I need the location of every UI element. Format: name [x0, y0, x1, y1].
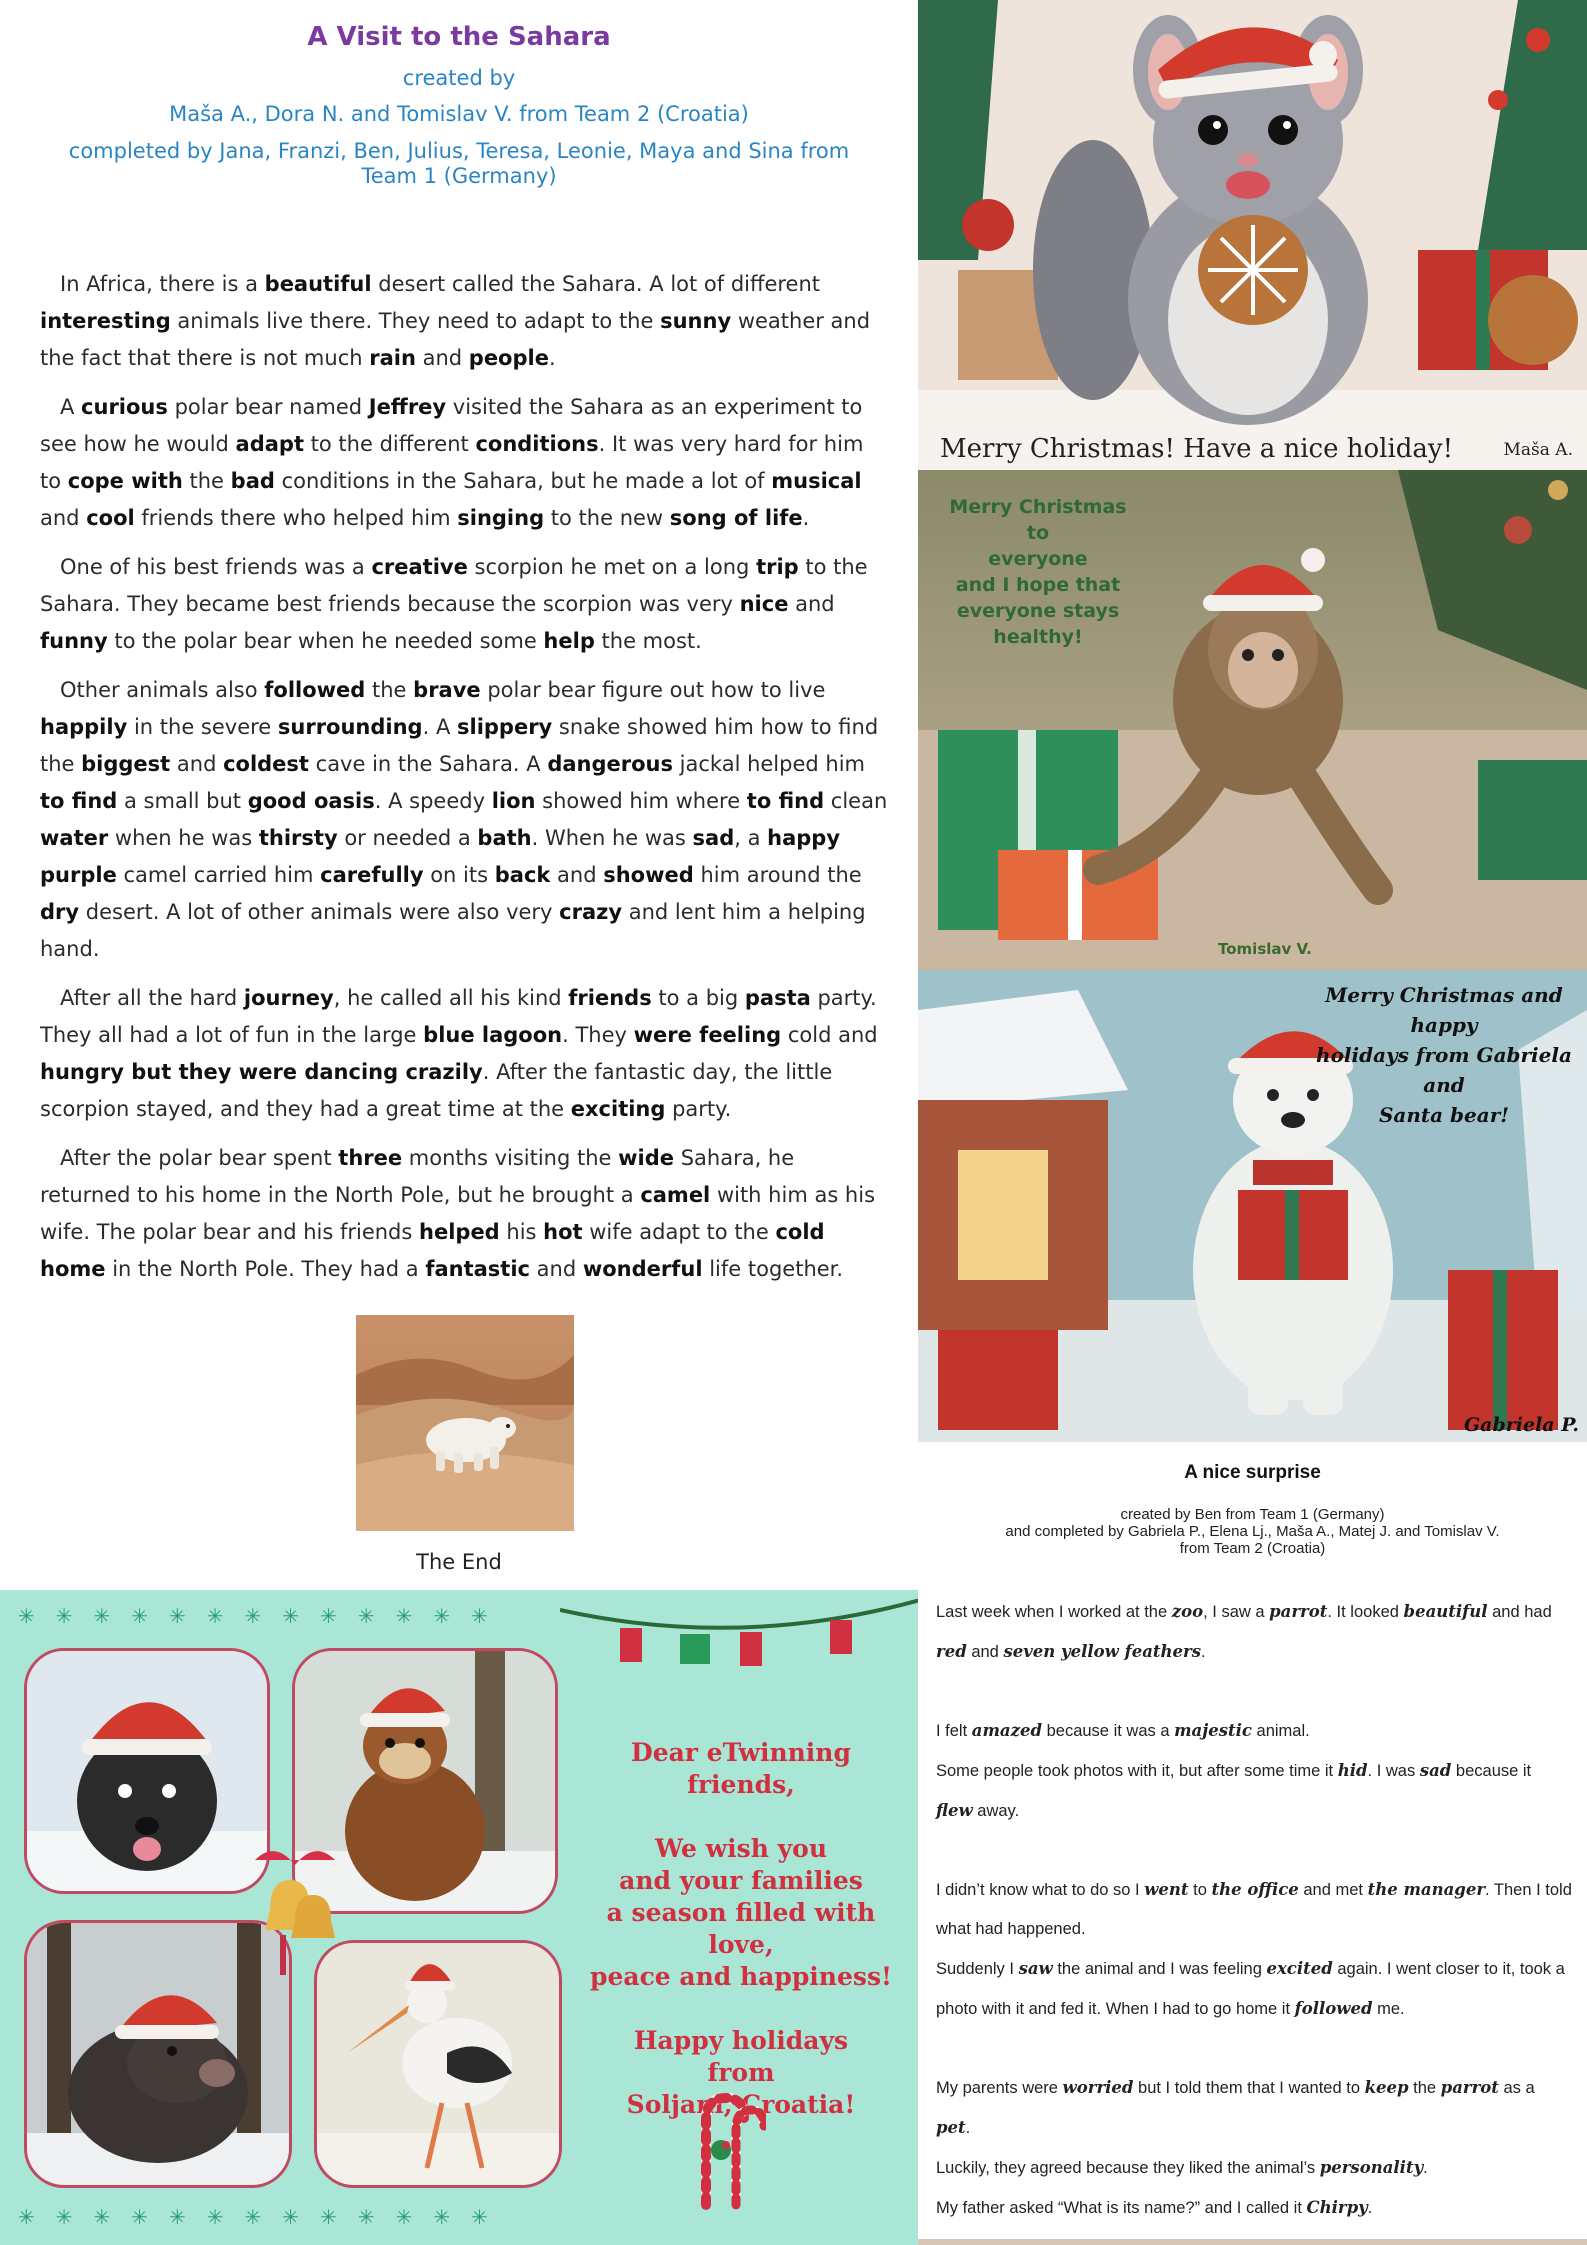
card-message-line: Santa bear!	[1378, 1103, 1510, 1127]
emphasis-word: song of life	[669, 506, 803, 530]
emphasis-word: showed	[603, 863, 694, 887]
christmas-card-chinchilla	[918, 0, 1587, 470]
card-message: Merry Christmas! Have a nice holiday!	[940, 434, 1454, 464]
emphasis-word: bad	[230, 469, 275, 493]
story-sahara	[0, 0, 918, 1590]
emphasis-word: coldest	[223, 752, 309, 776]
card-signature: Tomislav V.	[1218, 940, 1312, 958]
card-message	[938, 494, 1138, 650]
card-message-line: everyone	[988, 548, 1088, 570]
story-credit	[938, 1506, 1567, 1557]
story-body	[936, 1592, 1572, 2228]
emphasis-word: hid	[1337, 1761, 1368, 1780]
emphasis-word: surrounding	[277, 715, 423, 739]
candy-cane-icon	[676, 2090, 766, 2210]
greeting-message	[588, 1737, 894, 2121]
story-paragraph: Suddenly I saw the animal and I was feeling excited again. I went closer to it, took a photo with it and fed it. When I had to go home it followed me.	[936, 1959, 1565, 2018]
emphasis-word: funny	[40, 629, 108, 653]
card-message	[1309, 980, 1579, 1130]
emphasis-word: flew	[936, 1801, 973, 1820]
emphasis-word: to find	[40, 789, 118, 813]
story-paragraph: My parents were worried but I told them that I wanted to keep the parrot as a pet.	[936, 2078, 1535, 2137]
emphasis-word: hot	[543, 1220, 583, 1244]
emphasis-word: biggest	[81, 752, 171, 776]
emphasis-word: beautiful	[1403, 1602, 1488, 1621]
emphasis-word: pasta	[744, 986, 811, 1010]
emphasis-word: Chirpy	[1306, 2198, 1368, 2217]
emphasis-word: helped	[419, 1220, 500, 1244]
story-paragraph: Last week when I worked at the zoo, I saw a parrot. It looked beautiful and had red and seven yellow feathers.	[936, 1602, 1552, 1661]
emphasis-word: thirsty	[258, 826, 338, 850]
story-paragraph: Luckily, they agreed because they liked the animal’s personality.	[936, 2158, 1428, 2177]
story-completed-by: completed by Jana, Franzi, Ben, Julius, Teresa, Leonie, Maya and Sina from Team 1 (Germany)	[68, 139, 850, 188]
emphasis-word: cool	[86, 506, 135, 530]
snowflake-border-top: ✳✳✳✳✳✳✳✳✳✳✳✳✳	[18, 1604, 509, 1628]
emphasis-word: sad	[692, 826, 735, 850]
emphasis-word: nice	[739, 592, 789, 616]
emphasis-word: happy purple	[40, 826, 841, 887]
emphasis-word: to find	[746, 789, 825, 813]
emphasis-word: worried	[1062, 2078, 1134, 2097]
story-title: A nice surprise	[1184, 1462, 1321, 1483]
emphasis-word: people	[468, 346, 549, 370]
the-end-caption: The End	[416, 1550, 502, 1574]
emphasis-word: adapt	[235, 432, 304, 456]
story-paragraph: One of his best friends was a creative scorpion he met on a long trip to the Sahara. They became best friends because the scorpion was very nice and funny to the polar bear when he needed some help the most.	[40, 555, 868, 653]
card-message-line: and I hope that	[955, 574, 1121, 596]
emphasis-word: blue lagoon	[423, 1023, 563, 1047]
greeting-line: Happy holidays	[633, 2026, 849, 2055]
emphasis-word: brave	[413, 678, 481, 702]
emphasis-word: curious	[81, 395, 168, 419]
bells-icon	[235, 1840, 355, 1980]
emphasis-word: three	[338, 1146, 403, 1170]
emphasis-word: the office	[1211, 1880, 1299, 1899]
emphasis-word: parrot	[1440, 2078, 1499, 2097]
story-paragraph: I felt amazed because it was a majestic animal.	[936, 1721, 1310, 1740]
card-signature: Maša A.	[1503, 440, 1573, 460]
card-message-line: Merry Christmas and happy	[1325, 983, 1563, 1037]
credit-line: and completed by Gabriela P., Elena Lj., Maša A., Matej J. and Tomislav V.	[1005, 1523, 1500, 1540]
emphasis-word: pet	[936, 2118, 966, 2137]
card-message-line: Merry Christmas to	[949, 496, 1127, 544]
emphasis-word: wonderful	[582, 1257, 703, 1281]
greeting-line: Dear eTwinning friends,	[631, 1738, 851, 1799]
emphasis-word: keep	[1364, 2078, 1409, 2097]
emphasis-word: saw	[1018, 1959, 1053, 1978]
emphasis-word: Jeffrey	[368, 395, 447, 419]
story-body	[40, 266, 890, 1300]
emphasis-word: zoo	[1171, 1602, 1204, 1621]
chinchilla-icon	[918, 0, 1587, 470]
emphasis-word: friends	[568, 986, 652, 1010]
emphasis-word: bath	[477, 826, 532, 850]
emphasis-word: singing	[457, 506, 545, 530]
snowflake-border-bottom: ✳✳✳✳✳✳✳✳✳✳✳✳✳	[18, 2205, 509, 2229]
emphasis-word: water	[40, 826, 109, 850]
greeting-line: from	[707, 2058, 775, 2087]
story-nice-surprise	[918, 1442, 1587, 2245]
emphasis-word: the manager	[1367, 1880, 1486, 1899]
emphasis-word: hungry but they were dancing crazily	[40, 1060, 483, 1084]
emphasis-word: seven yellow feathers	[1003, 1642, 1202, 1661]
emphasis-word: wide	[618, 1146, 675, 1170]
christmas-card-polar-bear	[918, 970, 1587, 1442]
emphasis-word: parrot	[1269, 1602, 1328, 1621]
emphasis-word: fantastic	[425, 1257, 530, 1281]
emphasis-word: cold	[775, 1220, 825, 1244]
emphasis-word: lion	[491, 789, 536, 813]
story-paragraph: My father asked “What is its name?” and I called it Chirpy.	[936, 2198, 1373, 2217]
story-paragraph: I didn’t know what to do so I went to the office and met the manager. Then I told what had happened.	[936, 1880, 1572, 1938]
emphasis-word: went	[1144, 1880, 1189, 1899]
emphasis-word: excited	[1266, 1959, 1333, 1978]
emphasis-word: back	[494, 863, 551, 887]
story-paragraph: Other animals also followed the brave polar bear figure out how to live happily in the severe surrounding. A slippery snake showed him how to find the biggest and coldest cave in the Sahara. A dangerous jackal helped him to find a small but good oasis. A speedy lion showed him where to find clean water when he was thirsty or needed a bath. When he was sad, a happy purple camel carried him carefully on its back and showed him around the dry desert. A lot of other animals were also very crazy and lent him a helping hand.	[40, 678, 888, 961]
card-message-line: everyone stays	[956, 600, 1120, 622]
christmas-card-monkey	[918, 470, 1587, 970]
story-paragraph: After the polar bear spent three months visiting the wide Sahara, he returned to his home in the North Pole, but he brought a camel with him as his wife. The polar bear and his friends helped his hot wife adapt to the cold home in the North Pole. They had a fantastic and wonderful life together.	[40, 1146, 876, 1281]
story-title: A Visit to the Sahara	[307, 22, 611, 52]
card-message-line: holidays from Gabriela and	[1316, 1043, 1572, 1097]
emphasis-word: slippery	[457, 715, 553, 739]
greeting-line: and your families	[619, 1866, 863, 1895]
greeting-line: peace and happiness!	[589, 1962, 892, 1991]
greeting-line: a season filled with love,	[606, 1898, 876, 1959]
emphasis-word: interesting	[40, 309, 171, 333]
emphasis-word: good oasis	[247, 789, 375, 813]
emphasis-word: red	[936, 1642, 967, 1661]
emphasis-word: happily	[40, 715, 128, 739]
emphasis-word: majestic	[1174, 1721, 1252, 1740]
emphasis-word: exciting	[570, 1097, 666, 1121]
emphasis-word: home	[40, 1257, 106, 1281]
emphasis-word: followed	[264, 678, 366, 702]
story-created-by: created by	[402, 66, 516, 90]
story-paragraph: A curious polar bear named Jeffrey visited the Sahara as an experiment to see how he would adapt to the different conditions. It was very hard for him to cope with the bad conditions in the Sahara, but he made a lot of musical and cool friends there who helped him singing to the new song of life.	[40, 395, 864, 530]
card-signature: Gabriela P.	[1463, 1414, 1579, 1436]
greeting-line	[588, 1993, 894, 2025]
credit-line: created by Ben from Team 1 (Germany)	[1120, 1506, 1385, 1523]
emphasis-word: carefully	[320, 863, 424, 887]
emphasis-word: beautiful	[264, 272, 372, 296]
polar-bear-desert-image	[356, 1315, 574, 1531]
emphasis-word: were feeling	[633, 1023, 782, 1047]
story-authors: Maša A., Dora N. and Tomislav V. from Team 2 (Croatia)	[169, 102, 749, 126]
emphasis-word: rain	[369, 346, 416, 370]
emphasis-word: sad	[1419, 1761, 1452, 1780]
emphasis-word: personality	[1319, 2158, 1424, 2177]
greeting-line: Soljani, Croatia!	[626, 2090, 856, 2119]
greeting-line: We wish you	[655, 1834, 827, 1863]
emphasis-word: followed	[1294, 1999, 1373, 2018]
emphasis-word: conditions	[475, 432, 599, 456]
emphasis-word: trip	[756, 555, 799, 579]
emphasis-word: dry	[40, 900, 80, 924]
garland-icon	[560, 1590, 918, 1680]
emphasis-word: dangerous	[547, 752, 673, 776]
story-paragraph: In Africa, there is a beautiful desert called the Sahara. A lot of different interesting animals live there. They need to adapt to the sunny weather and the fact that there is not much rain and people.	[40, 272, 871, 370]
emphasis-word: cope with	[67, 469, 183, 493]
emphasis-word: camel	[640, 1183, 711, 1207]
greeting-line	[588, 1801, 894, 1833]
credit-line: from Team 2 (Croatia)	[1179, 1540, 1326, 1557]
emphasis-word: sunny	[660, 309, 732, 333]
story-paragraph: Some people took photos with it, but after some time it hid. I was sad because it flew away.	[936, 1761, 1532, 1820]
emphasis-word: crazy	[559, 900, 623, 924]
card-message-line: healthy!	[993, 626, 1083, 648]
emphasis-word: journey	[243, 986, 334, 1010]
emphasis-word: musical	[771, 469, 862, 493]
story-paragraph: After all the hard journey, he called all his kind friends to a big pasta party. They all had a lot of fun in the large blue lagoon. They were feeling cold and hungry but they were dancing crazily. After the fantastic day, the little scorpion stayed, and they had a great time at the exciting party.	[40, 986, 878, 1121]
emphasis-word: help	[543, 629, 595, 653]
emphasis-word: amazed	[971, 1721, 1043, 1740]
dog-icon	[24, 1648, 270, 1894]
emphasis-word: creative	[371, 555, 468, 579]
image-edge-strip	[918, 2239, 1587, 2245]
croatia-greeting-card	[0, 1590, 918, 2245]
